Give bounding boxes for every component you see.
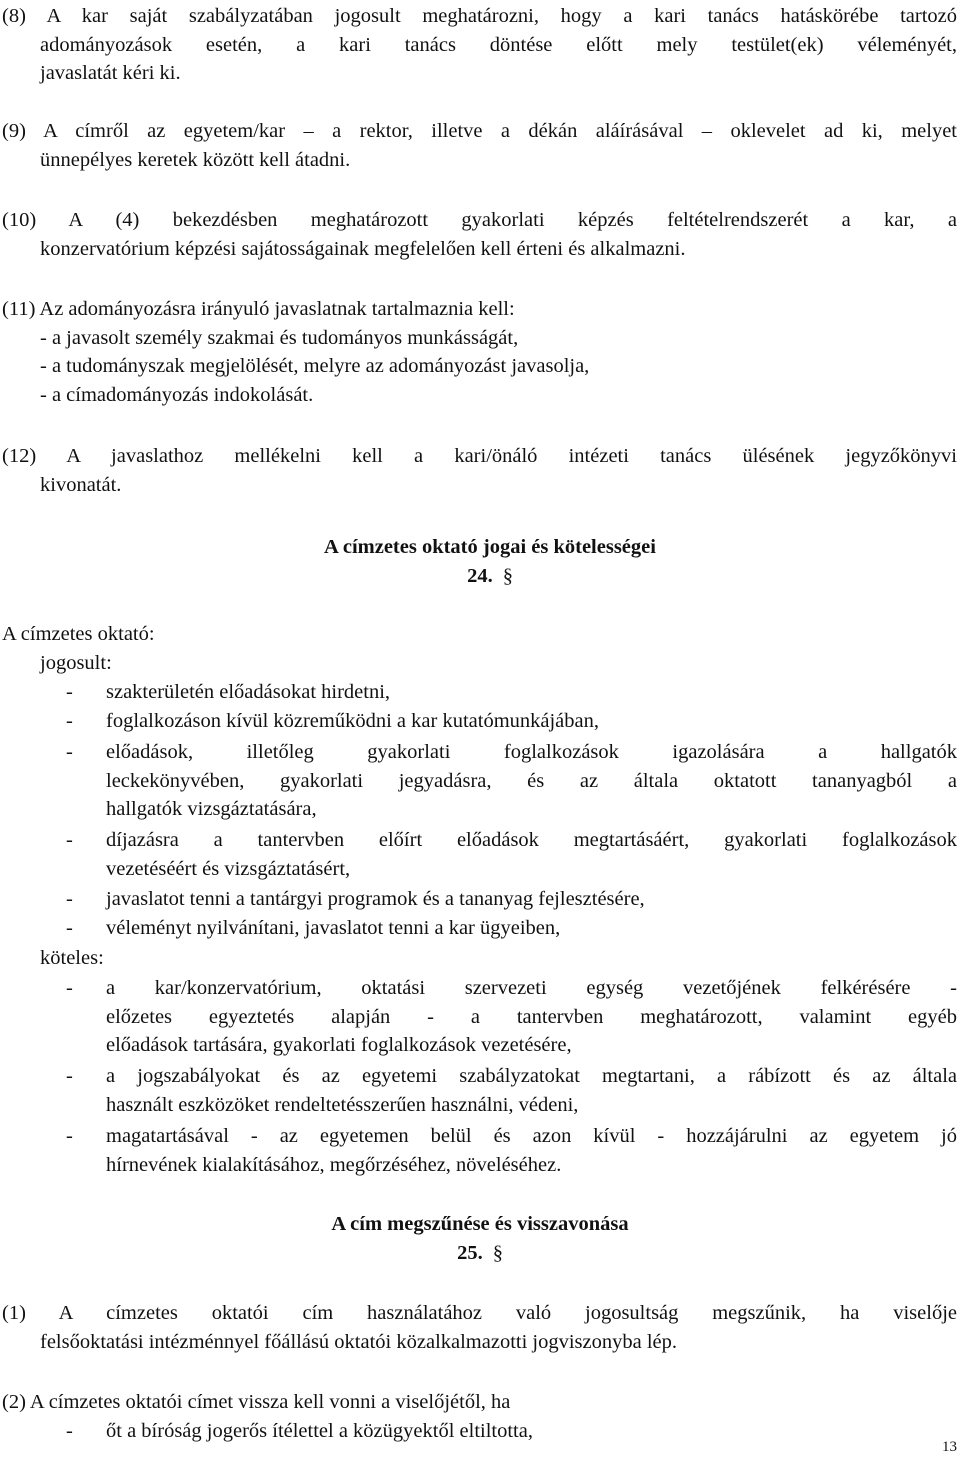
section-title: A cím megszűnése és visszavonása [331,1213,629,1235]
paragraph-line: (9) A címről az egyetem/kar – a rektor, illetve a dékán aláírásával – oklevelet ad ki, melyet [2,120,957,142]
list-dash: - [66,977,73,999]
paragraph-8 [2,2,957,88]
list-item [66,1417,957,1446]
paragraph-line: - a címadományozás indokolását. [40,383,314,406]
list-item-line: javaslatot tenni a tantárgyi programok és a tananyag fejlesztésére, [106,888,645,910]
list-item [66,1062,957,1119]
list-dash: - [66,1420,73,1442]
list-item-line: előadások tartására, gyakorlati foglalkozások vezetésére, [106,1034,572,1056]
paragraph-9 [2,117,957,174]
paragraph-line: adományozások esetén, a kari tanács döntése előtt mely testület(ek) véleményét, [40,33,957,56]
list-item-line: leckekönyvében, gyakorlati jegyadásra, és az általa oktatott tananyagból a [106,769,957,792]
paragraph-line: (8) A kar saját szabályzatában jogosult meghatározni, hogy a kari tanács hatáskörébe tartozó [2,5,957,27]
list-item-line: előzetes egyeztetés alapján - a tantervben meghatározott, valamint egyéb [106,1005,957,1028]
paragraph-25-2 [2,1388,957,1417]
list-item [66,885,957,914]
list-item-line: véleményt nyilvánítani, javaslatot tenni a kar ügyeiben, [106,917,561,939]
section-sign: § [492,1241,503,1264]
paragraph-25-1 [2,1299,957,1356]
paragraph-line: (10) A (4) bekezdésben meghatározott gyakorlati képzés feltételrendszerét a kar, a [2,209,957,231]
paragraph-line: (1) A címzetes oktatói cím használatához való jogosultság megszűnik, ha viselője [2,1302,957,1324]
list-dash: - [66,888,73,910]
paragraph-line: felsőoktatási intézménnyel főállású oktatói közalkalmazotti jogviszonyba lép. [40,1330,678,1353]
paragraph-line: javaslatát kéri ki. [40,62,181,84]
list-item-line: hallgatók vizsgáztatására, [106,798,317,820]
list-dash: - [66,1065,73,1087]
paragraph-11 [2,295,957,409]
section-number [10,562,960,591]
section-title: A címzetes oktató jogai és kötelességei [324,536,656,558]
list-item [66,974,957,1060]
paragraph-line: (11) Az adományozásra irányuló javaslatnak tartalmaznia kell: [2,298,515,320]
section-num: 24. [467,564,493,587]
paragraph-line: - a javasolt személy szakmai és tudományos munkásságát, [40,326,519,349]
section-num: 25. [457,1241,483,1264]
list-item [66,678,957,707]
section-heading-25 [0,1210,960,1267]
list-item-line: szakterületén előadásokat hirdetni, [106,681,391,703]
list-dash: - [66,710,73,732]
paragraph-10 [2,206,957,263]
list-dash: - [66,917,73,939]
paragraph-line: - a tudományszak megjelölését, melyre az adományozást javasolja, [40,355,590,377]
list-dash: - [66,829,73,851]
page-number: 13 [942,1439,957,1455]
list-item-line: előadások, illetőleg gyakorlati foglalkozások igazolására a hallgatók [106,741,957,763]
list-item [66,914,957,943]
paragraph-line: ünnepélyes keretek között kell átadni. [40,148,351,171]
list-item-line: használt eszközöket rendeltetésszerűen használni, védeni, [106,1093,579,1116]
paragraph-12 [2,442,957,499]
list-dash: - [66,741,73,763]
list-item-line: magatartásával - az egyetemen belül és azon kívül - hozzájárulni az egyetem jó [106,1125,957,1147]
list-item-line: foglalkozáson kívül közreműködni a kar kutatómunkájában, [106,710,600,732]
paragraph-line: konzervatórium képzési sajátosságainak megfelelően kell érteni és alkalmazni. [40,237,686,260]
duties-label: köteles: [40,947,104,969]
list-item [66,826,957,883]
list-item-line: őt a bíróság jogerős ítélettel a közügyektől eltiltotta, [106,1420,533,1442]
paragraph-line: kivonatát. [40,473,122,496]
paragraph-line: (12) A javaslathoz mellékelni kell a kari/önáló intézeti tanács ülésének jegyzőkönyvi [2,445,957,467]
rights-label: jogosult: [40,652,112,674]
list-item-line: díjazásra a tantervben előírt előadások megtartásáért, gyakorlati foglalkozások [106,829,957,851]
section-heading-24 [10,533,960,590]
subject-label: A címzetes oktató: [2,623,155,645]
list-item [66,707,957,736]
list-item [66,1122,957,1179]
list-item-line: a kar/konzervatórium, oktatási szervezeti egység vezetőjének felkérésére - [106,977,957,999]
section-sign: § [502,564,513,587]
paragraph-line: (2) A címzetes oktatói címet vissza kell vonni a viselőjétől, ha [2,1391,511,1413]
list-dash: - [66,1125,73,1147]
list-item-line: a jogszabályokat és az egyetemi szabályzatokat megtartani, a rábízott és az általa [106,1065,957,1087]
list-item [66,738,957,824]
list-dash: - [66,681,73,703]
section-number [0,1239,960,1268]
list-item-line: vezetéséért és vizsgáztatásért, [106,857,351,880]
list-item-line: hírnevének kialakításához, megőrzéséhez, növeléséhez. [106,1153,562,1176]
